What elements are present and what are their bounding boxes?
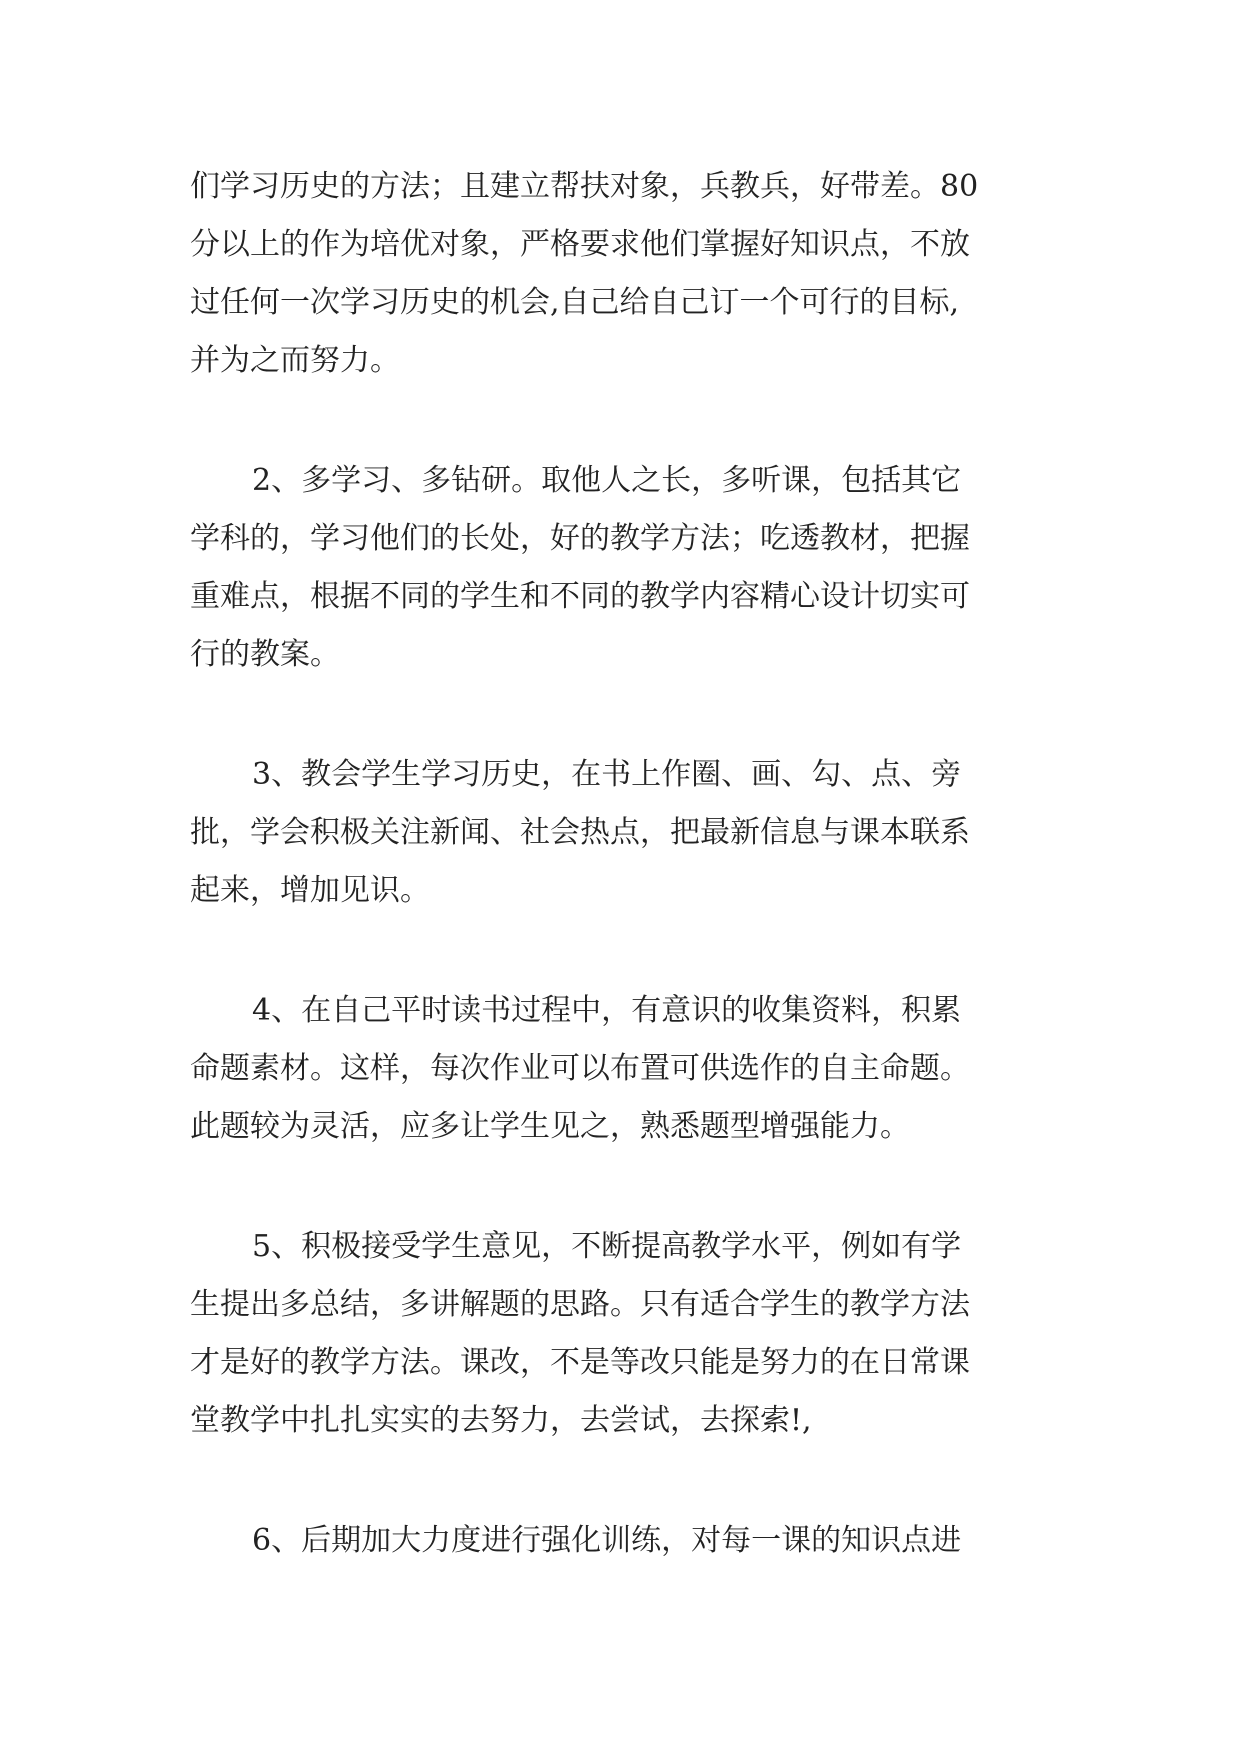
paragraph-3 [190,746,1090,920]
text-line: 学科的，学习他们的长处，好的教学方法；吃透教材，把握 [190,521,970,556]
paragraph-gap [190,684,1090,746]
text-line: 起来，增加见识。 [190,873,430,908]
paragraph-6 [190,1512,1090,1570]
text-line: 2、多学习、多钻研。取他人之长，多听课，包括其它 [252,463,962,498]
text-line: 6、后期加大力度进行强化训练，对每一课的知识点进 [252,1523,962,1558]
paragraph-4 [190,982,1090,1156]
text-line: 批，学会积极关注新闻、社会热点，把最新信息与课本联系 [190,815,970,850]
text-line: 行的教案。 [190,637,340,672]
text-line: 3、教会学生学习历史，在书上作圈、画、勾、点、旁 [252,757,962,792]
text-line: 过任何一次学习历史的机会,自己给自己订一个可行的目标, [190,285,960,320]
text-line: 4、在自己平时读书过程中，有意识的收集资料，积累 [252,993,962,1028]
text-line: 命题素材。这样，每次作业可以布置可供选作的自主命题。 [190,1051,970,1086]
paragraph-gap [190,920,1090,982]
paragraph-5 [190,1218,1090,1450]
text-line: 生提出多总结，多讲解题的思路。只有适合学生的教学方法 [190,1287,970,1322]
text-line: 分以上的作为培优对象，严格要求他们掌握好知识点，不放 [190,227,970,262]
paragraph-1 [190,158,1090,390]
text-line: 5、积极接受学生意见，不断提高教学水平，例如有学 [252,1229,962,1264]
paragraph-gap [190,1156,1090,1218]
text-line: 并为之而努力。 [190,343,400,378]
document-body [190,158,1090,1570]
text-line: 们学习历史的方法；且建立帮扶对象，兵教兵，好带差。80 [190,169,979,204]
text-line: 堂教学中扎扎实实的去努力，去尝试，去探索!, [190,1403,812,1438]
text-line: 才是好的教学方法。课改，不是等改只能是努力的在日常课 [190,1345,970,1380]
paragraph-gap [190,1450,1090,1512]
text-line: 重难点，根据不同的学生和不同的教学内容精心设计切实可 [190,579,970,614]
paragraph-2 [190,452,1090,684]
text-line: 此题较为灵活，应多让学生见之，熟悉题型增强能力。 [190,1109,910,1144]
paragraph-gap [190,390,1090,452]
